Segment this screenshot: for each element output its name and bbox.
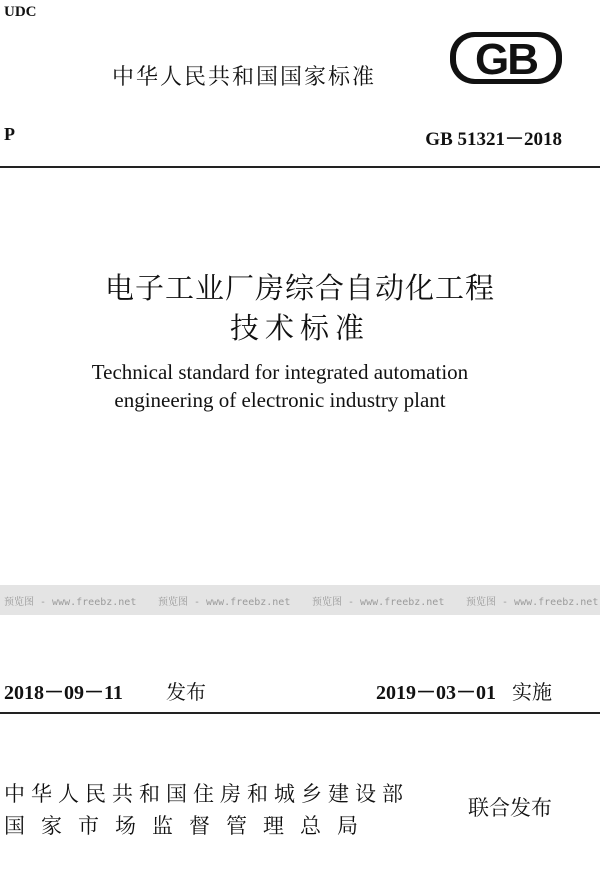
watermark-text: 预览图 - www.freebz.net [4,596,137,608]
joint-issue-label: 联合发布 [468,796,552,820]
national-standard-heading: 中华人民共和国国家标准 [112,65,377,90]
title-en-line2: engineering of electronic industry plant [114,388,446,412]
title-en-line1: Technical standard for integrated automation [91,360,469,384]
implementation-date: 2019－03－01 [376,682,496,704]
issue-date: 2018－09－11 [4,682,123,704]
watermark-band [0,585,600,615]
issuer-line1: 中华人民共和国住房和城乡建设部 [4,782,409,806]
standard-number: GB 51321－2018 [425,129,562,150]
gb-logo-text: GB [475,35,537,84]
top-divider [0,166,600,168]
bottom-divider [0,712,600,714]
title-cn-line1: 电子工业厂房综合自动化工程 [104,271,495,305]
watermark-text: 预览图 - www.freebz.net [158,596,291,608]
title-cn-line2: 技术标准 [229,311,370,345]
watermark-text: 预览图 - www.freebz.net [466,596,599,608]
issue-label: 发布 [166,680,206,704]
watermark-text: 预览图 - www.freebz.net [312,596,445,608]
issuer-line2: 国家市场监督管理总局 [4,814,374,838]
implementation-label: 实施 [512,680,552,704]
gb-logo [448,28,564,88]
classification-code: P [4,124,15,144]
udc-label: UDC [4,4,37,20]
